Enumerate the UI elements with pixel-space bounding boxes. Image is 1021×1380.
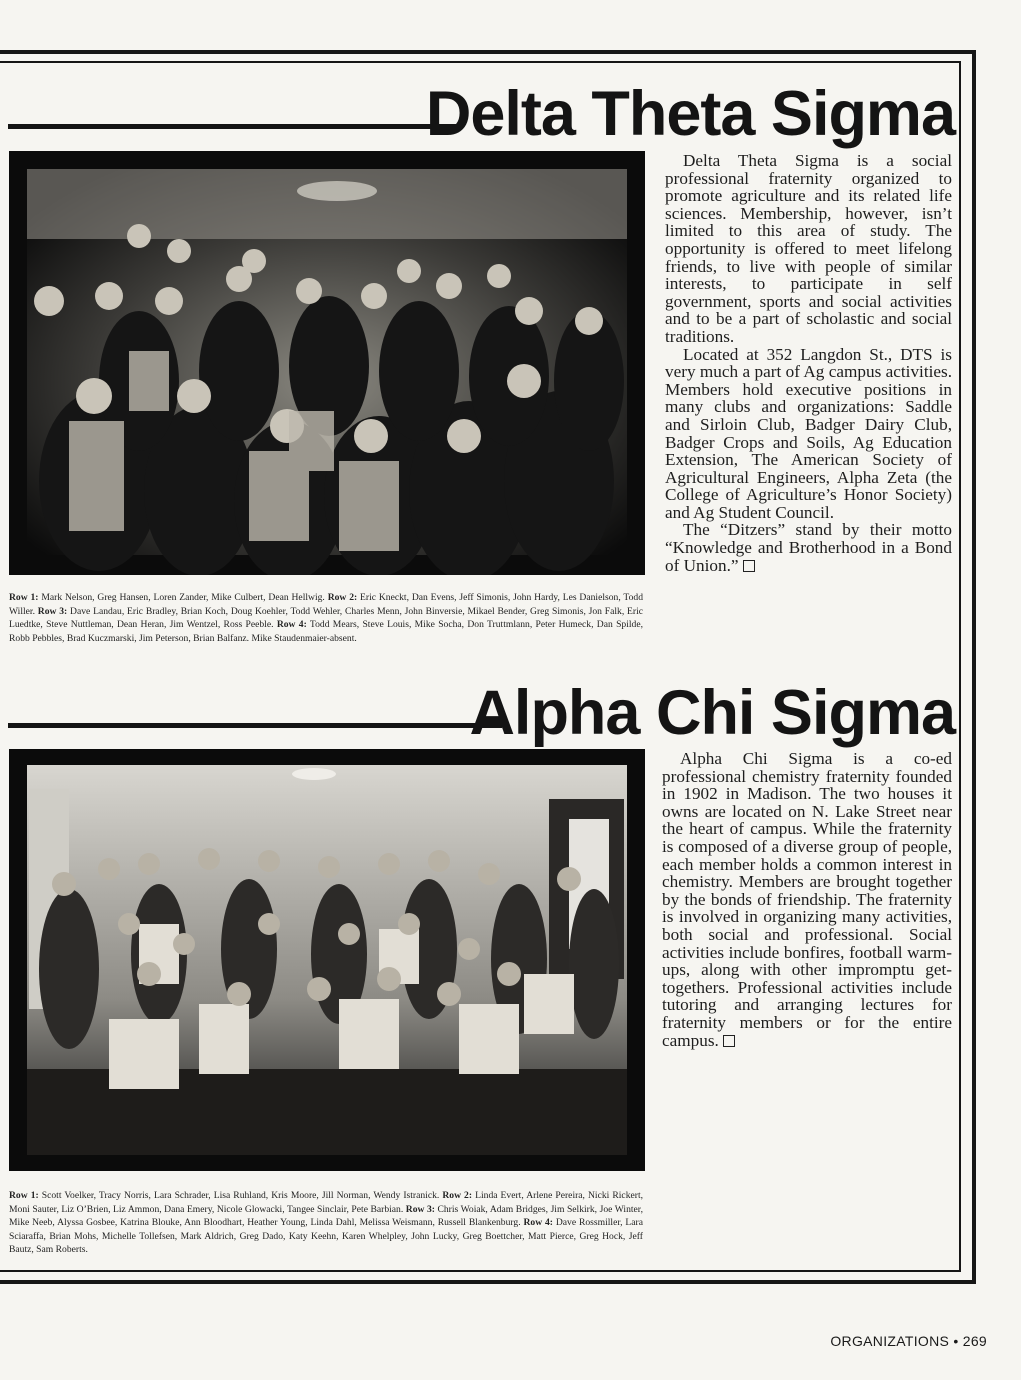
frame-top-rule-inner (0, 61, 961, 63)
end-mark-icon (723, 1035, 735, 1047)
story-alpha-chi-sigma (662, 750, 952, 1049)
title-rule-delta (8, 124, 460, 129)
story-paragraph (665, 521, 952, 574)
page-footer (830, 1333, 987, 1349)
frame-right-rule-inner (959, 61, 961, 1272)
caption-row-names: Mark Nelson, Greg Hansen, Loren Zander, Mike Culbert, Dean Hellwig. (41, 592, 325, 603)
section-title-alpha-chi-sigma: Alpha Chi Sigma (469, 678, 955, 748)
footer-section-label: ORGANIZATIONS (830, 1333, 950, 1349)
story-paragraph: Delta Theta Sigma is a social professional fraternity organized to promote agriculture and its related life sciences. Membership, however, isn’t limited to this area of study. The opportunity is offered to meet lifelong friends, to live with people of similar interests, to participate in self government, sports and social activities and to be a part of scholastic and social traditions. (665, 151, 952, 346)
caption-row-names: Chris Woiak, Adam Bridges, Jim Selkirk, Joe Winter, Mike Neeb, Alyssa Gosbee, Katrina Blouke, Ann Bloodhart, Heather Young, Linda Dahl, Melissa Weismann, Russell Blankenburg. (9, 1203, 643, 1229)
frame-top-rule (0, 50, 976, 54)
story-paragraph-text: Alpha Chi Sigma is a co-ed professional chemistry fraternity founded in 1902 in Madison. The two houses it owns are located on N. Lake Street near the heart of campus. While the fraternity is composed of a diverse group of people, each member holds a common interest in chemistry. Members are brought together by the bonds of friendship. The fraternity is involved in organizing many activities, both social and professional. Social activities include bonfires, football warm-ups, along with other impromptu get-togethers. Professional activities include tutoring and arranging lectures for fraternity members or for the entire campus. (662, 749, 952, 1050)
caption-row-label: Row 2: (327, 592, 358, 603)
frame-right-rule (972, 50, 976, 1284)
caption-row-label: Row 4: (523, 1217, 553, 1229)
title-rule-alpha (8, 723, 502, 728)
caption-row-names: Eric Kneckt, Dan Evens, Jeff Simonis, John Hardy, Les Danielson, Todd Willer. (9, 592, 643, 617)
caption-row-label: Row 1: (9, 592, 39, 603)
section-title-delta-theta-sigma: Delta Theta Sigma (425, 79, 955, 149)
footer-bullet: • (953, 1333, 959, 1349)
end-mark-icon (743, 560, 755, 572)
caption-row-names: Scott Voelker, Tracy Norris, Lara Schrader, Lisa Ruhland, Kris Moore, Jill Norman, Wendy Istranick. (41, 1190, 440, 1201)
caption-alpha-chi-sigma (9, 1189, 643, 1257)
caption-delta-theta-sigma (9, 591, 643, 645)
caption-row-names: Dave Landau, Eric Bradley, Brian Koch, Doug Koehler, Todd Wehler, Charles Menn, John Binversie, Mikael Bender, Greg Simonis, Jon Falk, Eric Luedtke, Steve Nuttleman, Dean Heran, Jim Wentzel, Ross Peeble. (9, 605, 643, 631)
caption-row-label: Row 3: (405, 1203, 435, 1215)
caption-row-names: Todd Mears, Steve Louis, Mike Socha, Don Truttmlann, Peter Humeck, Dan Spilde, Robb Pebbles, Brad Kuczmarski, Jim Peterson, Brian Balfanz. Mike Staudenmaier-absent. (9, 619, 643, 644)
caption-row-names: Linda Evert, Arlene Pereira, Nicki Rickert, Moni Sauter, Liz O’Brien, Liz Ammon, Dana Emery, Nicole Glowacki, Tangee Sinclair, Pete Barbian. (9, 1190, 644, 1215)
story-delta-theta-sigma (665, 152, 952, 574)
group-photo-alpha-chi-sigma (9, 749, 645, 1171)
caption-row-label: Row 2: (442, 1190, 473, 1201)
story-paragraph-text: The “Ditzers” stand by their motto “Knowledge and Brotherhood in a Bond of Union.” (665, 520, 952, 575)
caption-row-label: Row 4: (276, 619, 307, 631)
group-photo-delta-theta-sigma (9, 151, 645, 575)
page-number: 269 (962, 1333, 987, 1349)
story-paragraph (662, 750, 952, 1049)
frame-bottom-rule-inner (0, 1270, 961, 1272)
frame-bottom-rule (0, 1280, 976, 1284)
caption-row-label: Row 3: (37, 605, 68, 617)
caption-row-label: Row 1: (9, 1190, 39, 1201)
caption-row-names: Dave Rossmiller, Lara Sciaraffa, Brian Mohs, Michelle Tollefsen, Mark Aldrich, Greg Dado, Katy Keehn, Karen Whelpley, John Lucky, Greg Boettcher, Matt Pierce, Greg Hock, Jeff Bautz, Sam Roberts. (9, 1217, 644, 1256)
story-paragraph: Located at 352 Langdon St., DTS is very much a part of Ag campus activities. Members hold executive positions in many clubs and organizations: Saddle and Sirloin Club, Badger Dairy Club, Badger Crops and Soils, Ag Education Extension, The American Society of Agricultural Engineers, Alpha Zeta (the College of Agriculture’s Honor Society) and Ag Student Council. (665, 344, 952, 522)
